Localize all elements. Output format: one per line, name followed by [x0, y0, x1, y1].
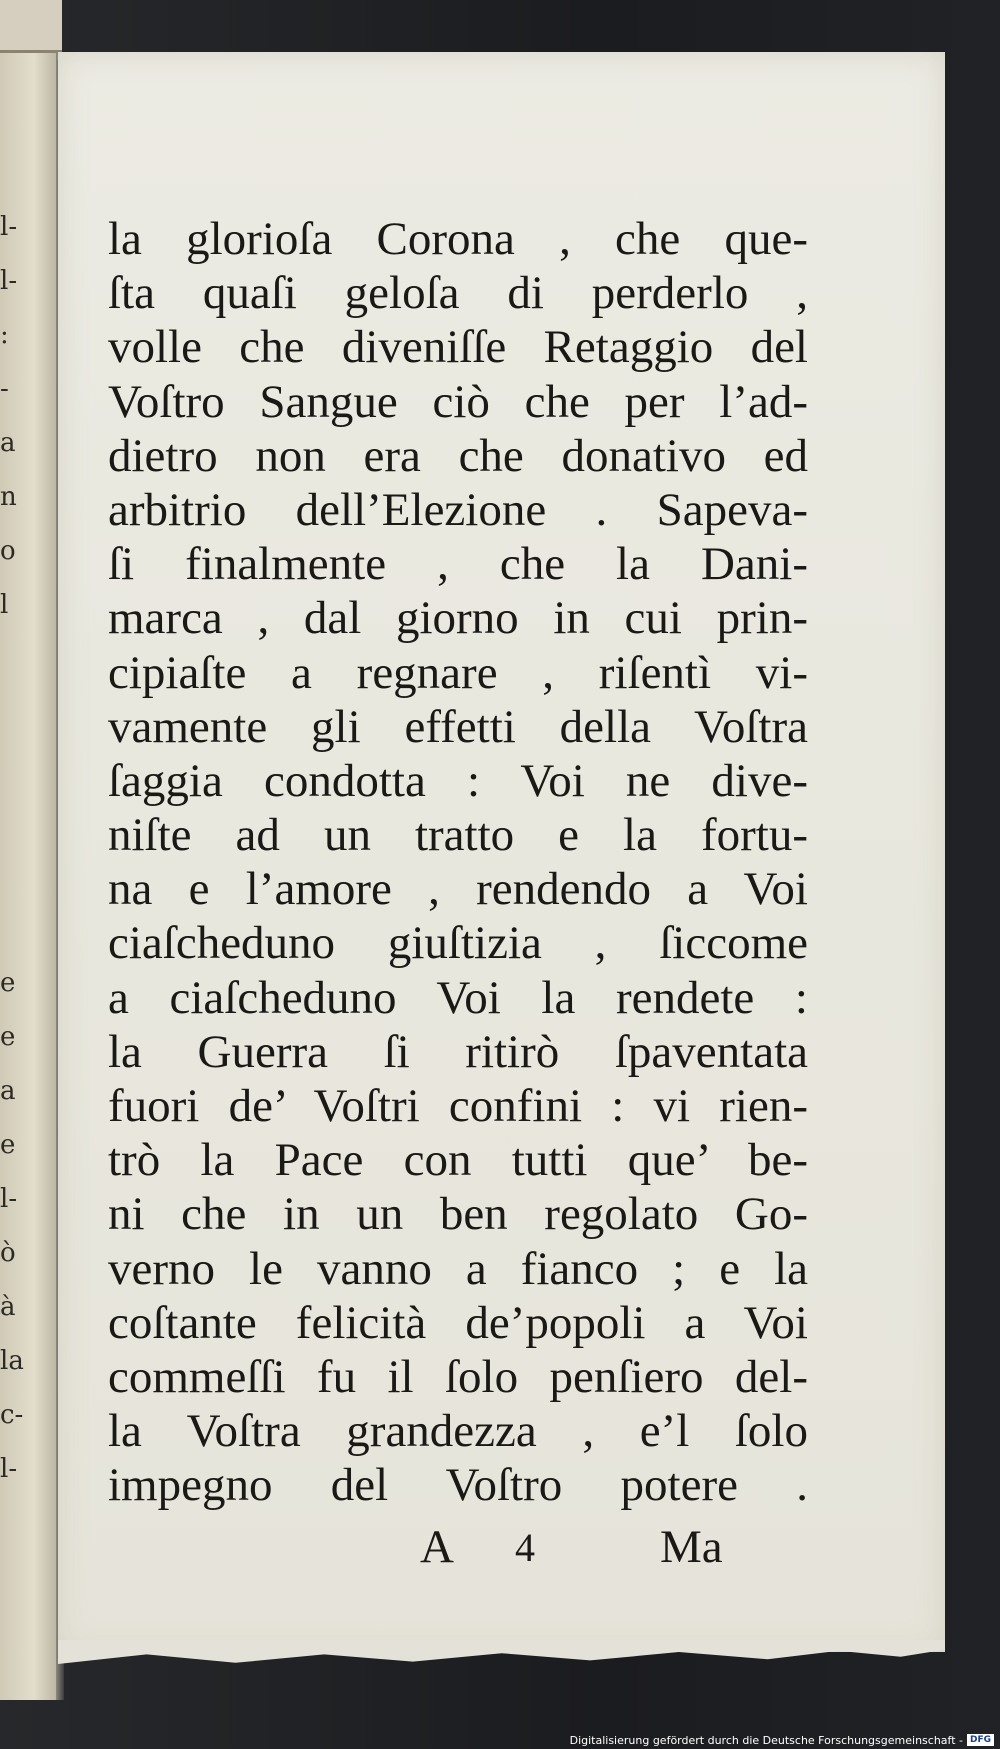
margin-fragment: à: [0, 1292, 16, 1322]
margin-fragment: c-: [0, 1400, 24, 1430]
text-line: verno le vanno a fianco ; e la: [108, 1242, 808, 1295]
facing-page-text-fragments: [0, 200, 24, 1496]
text-line: volle che diveniſſe Retaggio del: [108, 321, 808, 374]
text-line: ni che in un ben regolato Go-: [108, 1188, 808, 1241]
text-line: la glorioſa Corona , che que-: [108, 213, 808, 265]
margin-fragment: n: [0, 482, 17, 512]
digitization-credit: [569, 1731, 1000, 1749]
text-line: a ciaſcheduno Voi la rendete :: [108, 971, 808, 1024]
text-line: ſaggia condotta : Voi ne dive-: [108, 754, 808, 807]
text-line: fuori de’ Voſtri confini : vi rien-: [108, 1080, 808, 1132]
facing-page-top: [0, 0, 62, 53]
text-line: ſta quaſi geloſa di perderlo ,: [108, 267, 808, 320]
text-line: dietro non era che donativo ed: [108, 429, 808, 482]
margin-fragment: l-: [0, 266, 18, 296]
margin-fragment: [0, 794, 20, 848]
text-line: la Guerra ſi ritirò ſpaventata: [108, 1025, 808, 1078]
text-line: ſi finalmente , che la Dani-: [108, 538, 808, 591]
margin-fragment: e: [0, 1022, 16, 1052]
margin-fragment: la: [0, 1346, 24, 1376]
signature-mark: A: [420, 1521, 454, 1573]
text-line: trò la Pace con tutti que’ be-: [108, 1134, 808, 1187]
margin-fragment: l-: [0, 1184, 18, 1214]
text-line: la Voſtra grandezza , e’l ſolo: [108, 1405, 808, 1458]
page-footer-line: [420, 1520, 740, 1580]
margin-fragment: l-: [0, 1454, 18, 1484]
catchword: Ma: [660, 1521, 723, 1573]
text-line: vamente gli effetti della Voſtra: [108, 700, 808, 753]
text-line: arbitrio dell’Elezione . Sapeva-: [108, 483, 808, 536]
margin-fragment: e: [0, 968, 16, 998]
text-line: coſtante felicità de’popoli a Voi: [108, 1296, 808, 1349]
margin-fragment: :: [0, 320, 9, 350]
dfg-logo: DFG: [967, 1734, 994, 1746]
text-line: marca , dal giorno in cui prin-: [108, 592, 808, 645]
signature-number: 4: [515, 1525, 535, 1570]
margin-fragment: [0, 632, 20, 686]
margin-fragment: e: [0, 1130, 16, 1160]
margin-fragment: l-: [0, 212, 18, 242]
text-line: cipiaſte a regnare , riſentì vi-: [108, 646, 808, 699]
margin-fragment: l: [0, 590, 9, 620]
credit-text: Digitalisierung gefördert durch die Deutsche Forschungsgemeinschaft -: [569, 1733, 963, 1747]
margin-fragment: -: [0, 374, 9, 404]
margin-fragment: [0, 848, 20, 902]
margin-fragment: a: [0, 428, 16, 458]
text-line: ciaſcheduno giuſtizia , ſiccome: [108, 917, 808, 970]
text-line: impegno del Voſtro potere .: [108, 1459, 808, 1512]
margin-fragment: [0, 740, 20, 794]
margin-fragment: a: [0, 1076, 16, 1106]
text-line: na e l’amore , rendendo a Voi: [108, 863, 808, 916]
margin-fragment: o: [0, 536, 16, 566]
margin-fragment: ò: [0, 1238, 16, 1268]
margin-fragment: [0, 902, 20, 956]
text-line: commeſſi fu il ſolo penſiero del-: [108, 1350, 808, 1403]
margin-fragment: [0, 686, 20, 740]
page-text: [108, 212, 808, 1513]
text-line: niſte ad un tratto e la fortu-: [108, 809, 808, 862]
text-line: Voſtro Sangue ciò che per l’ad-: [108, 375, 808, 428]
